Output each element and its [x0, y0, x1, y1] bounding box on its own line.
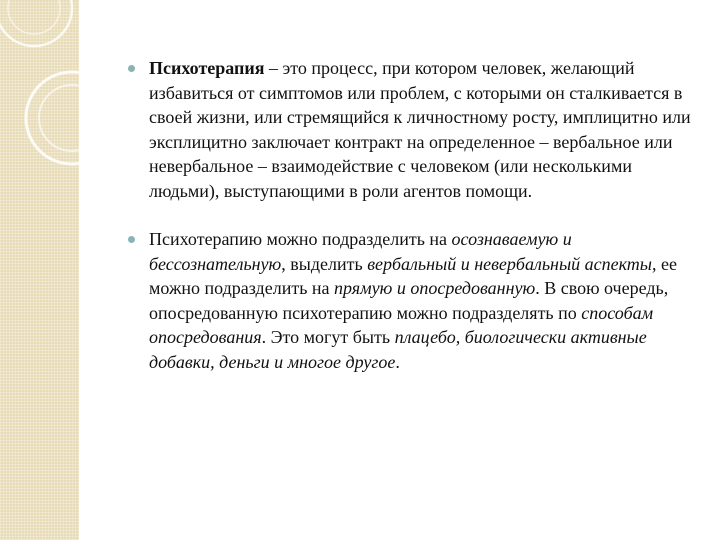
bullet-item-definition [125, 56, 695, 203]
bullet-paragraph [149, 56, 695, 203]
bullet-paragraph [149, 227, 695, 374]
emphasis-segment: плацебо, биологически активные добавки, деньги и многое другое [149, 327, 647, 372]
text-segment: , ее можно подразделить на [149, 253, 677, 298]
text-segment: . [395, 351, 400, 372]
bullet-dot-icon [128, 236, 135, 243]
text-segment: , выделить [281, 253, 368, 274]
emphasis-segment: вербальный и невербальный аспекты [367, 253, 652, 274]
text-segment: . В свою очередь, опосредованную психотерапию можно подразделять по [149, 278, 669, 323]
emphasis-segment: осознаваемую и бессознательную [149, 229, 572, 274]
text-segment: Психотерапию можно подразделить на [149, 229, 452, 249]
decorative-side-band [0, 0, 79, 540]
text-segment: . Это могут быть [261, 327, 395, 347]
slide-content [125, 56, 695, 398]
emphasis-segment: прямую и опосредованную [334, 278, 536, 298]
bullet-item-classification [125, 227, 695, 374]
definition-text: – это процесс, при котором человек, желающий избавиться от симптомов или проблем, с которыми он сталкивается в своей жизни, или стремящийся к личностному росту, имплицитно или эксплицитно заключает контракт на определенное – вербальное или невербальное – взаимодействие с человеком (или несколькими людьми), выступающими в роли агентов помощи. [149, 58, 691, 201]
definition-term: Психотерапия [149, 58, 265, 78]
decorative-circles [0, 0, 79, 540]
emphasis-segment: способам опосредования [149, 302, 654, 347]
bullet-dot-icon [128, 65, 135, 72]
